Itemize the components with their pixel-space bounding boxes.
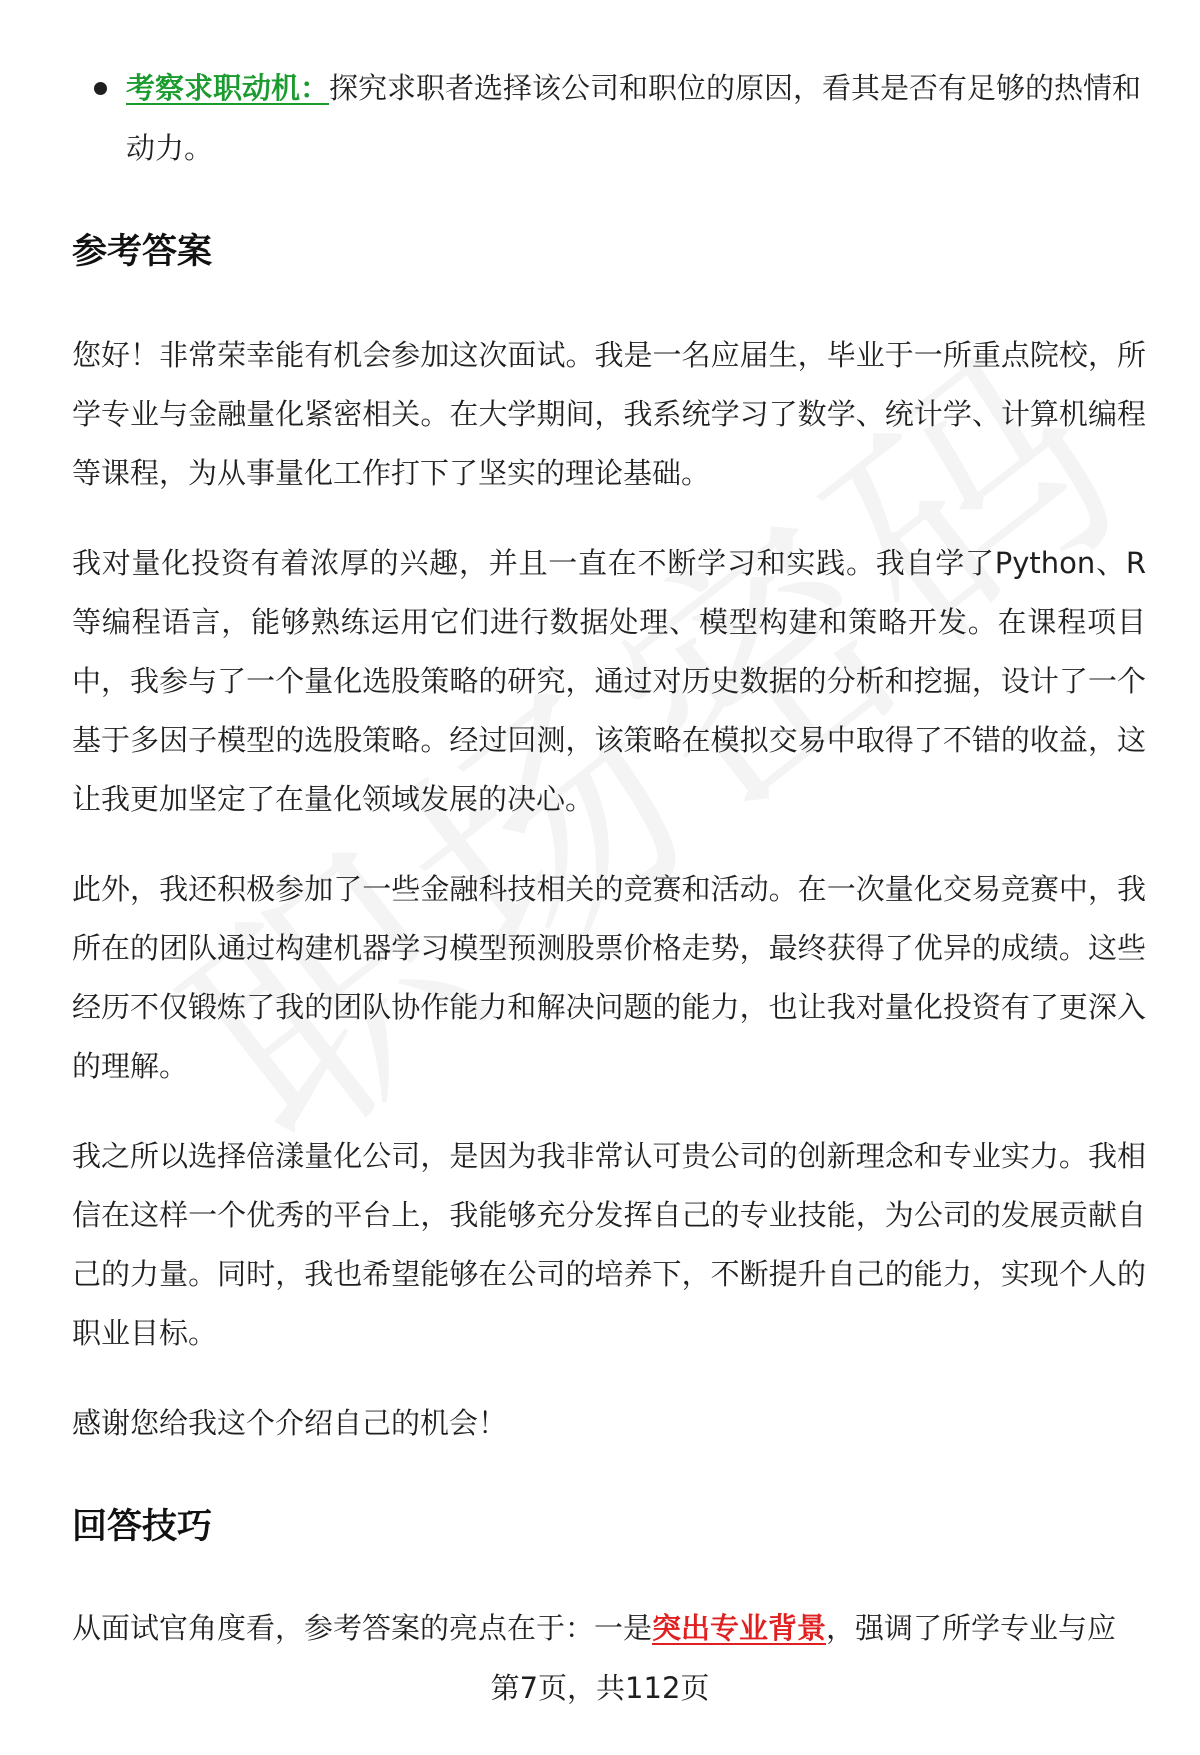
section-heading-tips: 回答技巧 — [72, 1507, 213, 1547]
answer-paragraph-4: 我之所以选择倍漾量化公司，是因为我非常认可贵公司的创新理念和专业实力。我相信在这样一个优秀的平台上，我能够充分发挥自己的专业技能，为公司的发展贡献自己的力量。同时，我也希望能够在公司的培养下，不断提升自己的能力，实现个人的职业目标。 — [72, 1139, 1146, 1350]
answer-paragraph-3: 此外，我还积极参加了一些金融科技相关的竞赛和活动。在一次量化交易竞赛中，我所在的团队通过构建机器学习模型预测股票价格走势，最终获得了优异的成绩。这些经历不仅锻炼了我的团队协作能力和解决问题的能力，也让我对量化投资有了更深入的理解。 — [72, 872, 1146, 1083]
page-content — [72, 58, 1146, 1658]
answer-paragraph-5: 感谢您给我这个介绍自己的机会！ — [72, 1406, 508, 1440]
bullet-dot-icon — [94, 82, 107, 95]
section-heading-reference: 参考答案 — [72, 232, 213, 272]
tips-paragraph — [72, 1599, 1146, 1658]
answer-paragraph-1: 您好！非常荣幸能有机会参加这次面试。我是一名应届生，毕业于一所重点院校，所学专业与金融量化紧密相关。在大学期间，我系统学习了数学、统计学、计算机编程等课程，为从事量化工作打下了坚实的理论基础。 — [72, 338, 1146, 490]
tips-text-before: 从面试官角度看，参考答案的亮点在于：一是 — [72, 1611, 653, 1645]
answer-paragraph-2: 我对量化投资有着浓厚的兴趣，并且一直在不断学习和实践。我自学了Python、R等编程语言，能够熟练运用它们进行数据处理、模型构建和策略开发。在课程项目中，我参与了一个量化选股策略的研究，通过对历史数据的分析和挖掘，设计了一个基于多因子模型的选股策略。经过回测，该策略在模拟交易中取得了不错的收益，这让我更加坚定了在量化领域发展的决心。 — [72, 546, 1146, 816]
bullet-text: 探究求职者选择该公司和职位的原因，看其是否有足够的热情和动力。 — [126, 71, 1142, 165]
tips-text-after: ，强调了所学专业与应 — [826, 1611, 1117, 1645]
page-number-footer: 第7页，共112页 — [490, 1671, 710, 1705]
tips-highlight: 突出专业背景 — [652, 1611, 827, 1645]
bullet-label: 考察求职动机： — [126, 71, 330, 105]
bullet-item-motivation — [72, 58, 1146, 178]
